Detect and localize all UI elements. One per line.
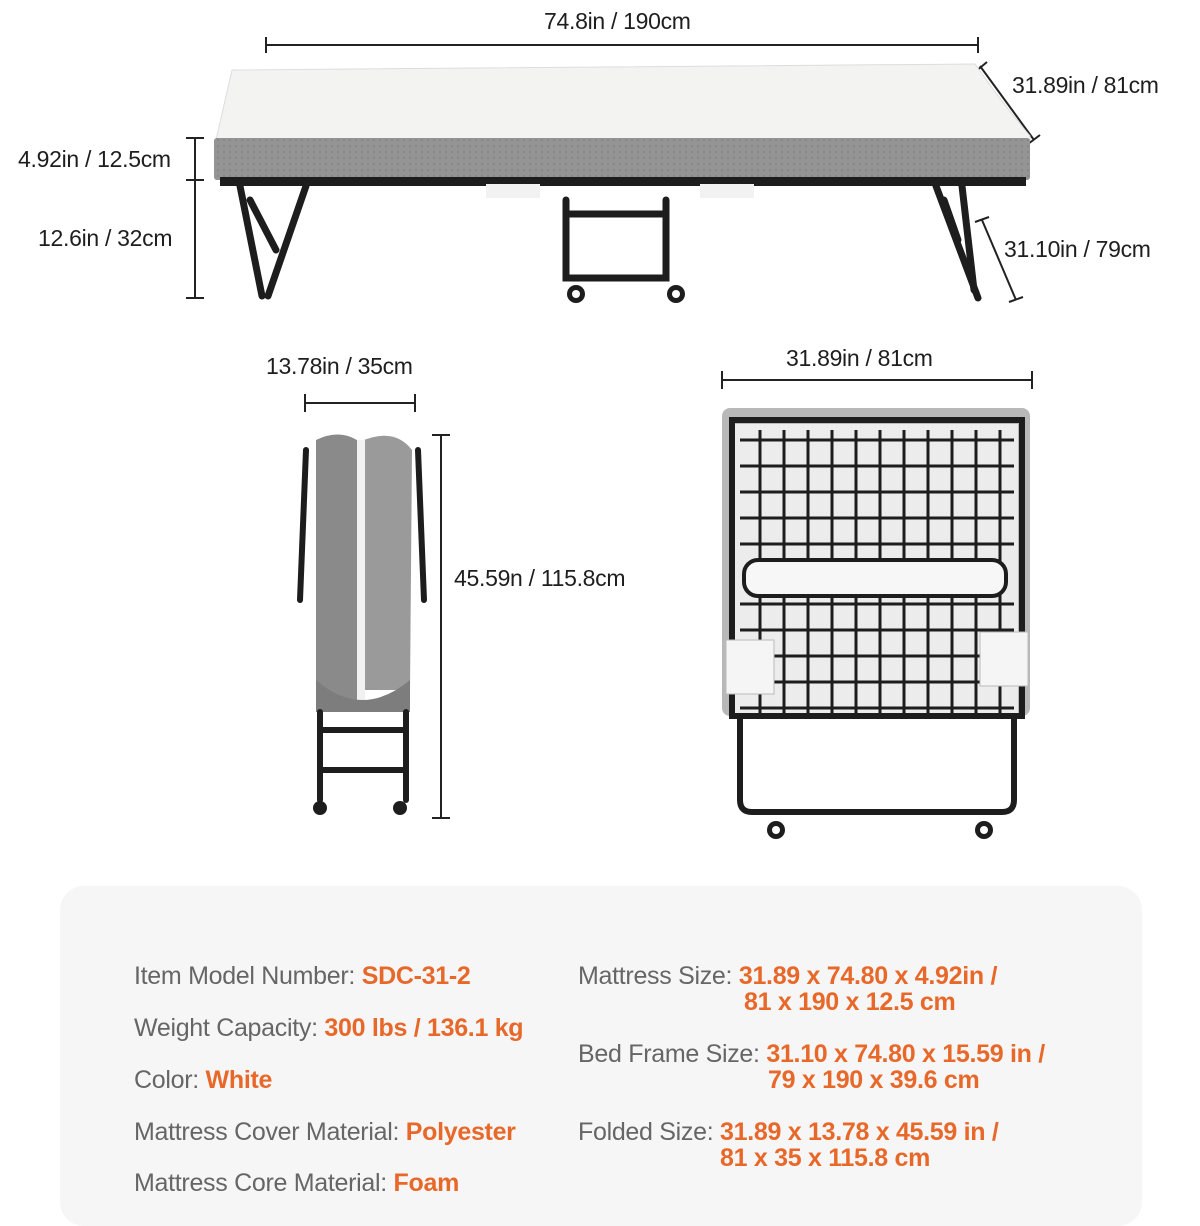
spec-capacity: Weight Capacity: 300 lbs / 136.1 kg	[134, 1014, 524, 1042]
spec-core: Mattress Core Material: Foam	[134, 1169, 460, 1197]
spec-cover: Mattress Cover Material: Polyester	[134, 1118, 516, 1146]
leg-span-label: 31.10in / 79cm	[1004, 236, 1151, 262]
folded-front-view	[722, 408, 1030, 839]
spec-color: Color: White	[134, 1066, 273, 1094]
folded-width-label: 31.89in / 81cm	[786, 345, 933, 371]
spec-mattress-size-metric: 81 x 190 x 12.5 cm	[744, 988, 956, 1016]
mattress-thickness-label: 4.92in / 12.5cm	[18, 146, 171, 172]
folded-height-label: 45.59n / 115.8cm	[454, 565, 626, 591]
spec-folded-size: Folded Size: 31.89 x 13.78 x 45.59 in /	[578, 1118, 999, 1146]
frame-height-label: 12.6in / 32cm	[38, 225, 173, 251]
spec-model-value: SDC-31-2	[361, 962, 471, 990]
spec-frame-size-value: 31.10 x 74.80 x 15.59 in /	[766, 1040, 1045, 1068]
spec-model: Item Model Number: SDC-31-2	[134, 962, 471, 990]
spec-frame-size: Bed Frame Size: 31.10 x 74.80 x 15.59 in /	[578, 1040, 1045, 1068]
spec-folded-size-metric: 81 x 35 x 115.8 cm	[720, 1144, 931, 1172]
bed-length-label: 74.8in / 190cm	[544, 8, 691, 34]
bed-side-view	[214, 64, 1030, 303]
spec-capacity-value: 300 lbs / 136.1 kg	[324, 1014, 524, 1042]
folded-depth-label: 13.78in / 35cm	[266, 353, 413, 379]
spec-frame-size-metric: 79 x 190 x 39.6 cm	[768, 1066, 980, 1094]
spec-core-value: Foam	[393, 1169, 460, 1197]
bed-width-label: 31.89in / 81cm	[1012, 72, 1159, 98]
spec-color-value: White	[205, 1066, 273, 1094]
spec-cover-value: Polyester	[405, 1118, 516, 1146]
spec-mattress-size-value: 31.89 x 74.80 x 4.92in /	[738, 962, 998, 990]
spec-mattress-size: Mattress Size: 31.89 x 74.80 x 4.92in /	[578, 962, 998, 990]
spec-folded-size-value: 31.89 x 13.78 x 45.59 in /	[720, 1118, 999, 1146]
folded-side-view	[300, 434, 424, 815]
